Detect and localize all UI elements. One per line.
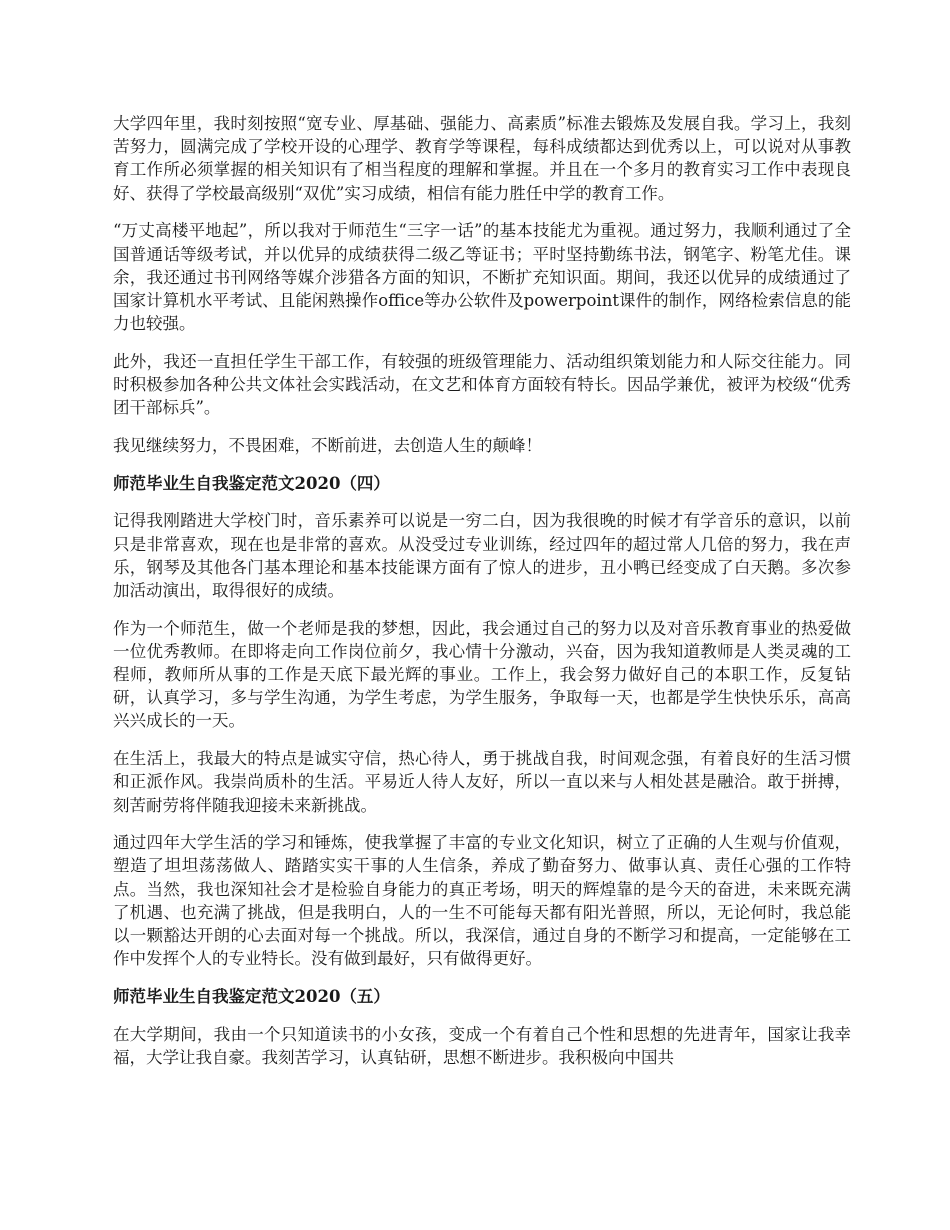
section-heading-4: 师范毕业生自我鉴定范文2020（四） xyxy=(113,473,390,493)
paragraph-5: 记得我刚踏进大学校门时，音乐素养可以说是一穷二白，因为我很晚的时候才有学音乐的意识，以前只是非常喜欢，现在也是非常的喜欢。从没受过专业训练，经过四年的超过常人几倍的努力，我在声乐，钢琴及其他各门基本理论和基本技能课方面有了惊人的进步，丑小鸭已经变成了白天鹅。多次参加活动演出，取得很好的成绩。 xyxy=(113,511,851,600)
paragraph-9: 在大学期间，我由一个只知道读书的小女孩，变成一个有着自己个性和思想的先进青年，国家让我幸福，大学让我自豪。我刻苦学习，认真钻研，思想不断进步。我积极向中国共 xyxy=(113,1024,851,1067)
section-heading-5: 师范毕业生自我鉴定范文2020（五） xyxy=(113,987,390,1006)
paragraph-7: 在生活上，我最大的特点是诚实守信，热心待人，勇于挑战自我，时间观念强，有着良好的生活习惯和正派作风。我崇尚质朴的生活。平易近人待人友好，所以一直以来与人相处甚是融洽。敢于拼搏，刻苦耐劳将伴随我迎接未来新挑战。 xyxy=(113,749,851,815)
paragraph-6: 作为一个师范生，做一个老师是我的梦想，因此，我会通过自己的努力以及对音乐教育事业的热爱做一位优秀教师。在即将走向工作岗位前夕，我心情十分激动，兴奋，因为我知道教师是人类灵魂的工程师，教师所从事的工作是天底下最光辉的事业。工作上，我会努力做好自己的本职工作，反复钻研，认真学习，多与学生沟通，为学生考虑，为学生服务，争取每一天，也都是学生快快乐乐，高高兴兴成长的一天。 xyxy=(113,618,851,731)
paragraph-2: “万丈高楼平地起”，所以我对于师范生“三字一话”的基本技能尤为重视。通过努力，我顺利通过了全国普通话等级考试，并以优异的成绩获得二级乙等证书；平时坚持勤练书法，钢笔字、粉笔尤佳。课余，我还通过书刊网络等媒介涉猎各方面的知识，不断扩充知识面。期间，我还以优异的成绩通过了国家计算机水平考试、且能闲熟操作office等办公软件及powerpoint课件的制作，网络检索信息的能力也较强。 xyxy=(113,221,851,334)
paragraph-3: 此外，我还一直担任学生干部工作，有较强的班级管理能力、活动组织策划能力和人际交往能力。同时积极参加各种公共文体社会实践活动，在文艺和体育方面较有特长。因品学兼优，被评为校级“优秀团干部标兵”。 xyxy=(113,351,851,418)
paragraph-1: 大学四年里，我时刻按照“宽专业、厚基础、强能力、高素质”标准去锻炼及发展自我。学习上，我刻苦努力，圆满完成了学校开设的心理学、教育学等课程，每科成绩都达到优秀以上，可以说对从事教育工作所必须掌握的相关知识有了相当程度的理解和掌握。并且在一个多月的教育实习工作中表现良好、获得了学校最高级别“双优”实习成绩，相信有能力胜任中学的教育工作。 xyxy=(113,114,851,203)
paragraph-4: 我见继续努力，不畏困难，不断前进，去创造人生的颠峰！ xyxy=(113,435,542,455)
document-body xyxy=(113,112,851,1084)
paragraph-8: 通过四年大学生活的学习和锤炼，使我掌握了丰富的专业文化知识，树立了正确的人生观与价值观，塑造了坦坦荡荡做人、踏踏实实干事的人生信条，养成了勤奋努力、做事认真、责任心强的工作特点。当然，我也深知社会才是检验自身能力的真正考场，明天的辉煌靠的是今天的奋进，未来既充满了机遇、也充满了挑战，但是我明白，人的一生不可能每天都有阳光普照，所以，无论何时，我总能以一颗豁达开朗的心去面对每一个挑战。所以，我深信，通过自身的不断学习和提高，一定能够在工作中发挥个人的专业特长。没有做到最好，只有做得更好。 xyxy=(113,833,851,969)
